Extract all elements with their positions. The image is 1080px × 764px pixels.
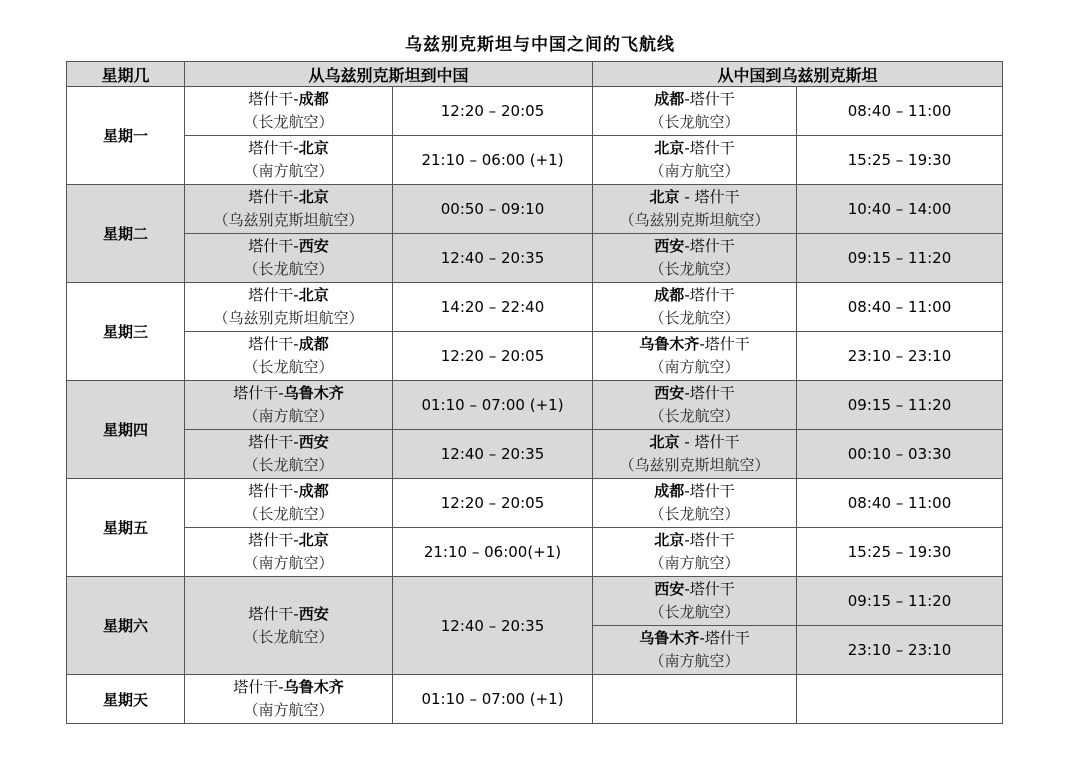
day-cell: 星期三 — [67, 283, 185, 381]
outbound-route-cell: 塔什干-北京 （南方航空） — [185, 528, 393, 577]
outbound-time-cell: 21:10 – 06:00 (+1) — [393, 136, 593, 185]
header-inbound: 从中国到乌兹别克斯坦 — [593, 62, 1003, 87]
airline-label: （南方航空） — [243, 554, 334, 572]
outbound-route-cell: 塔什干-北京 （乌兹别克斯坦航空） — [185, 283, 393, 332]
flight-schedule-table — [66, 61, 1003, 724]
inbound-route-cell: 西安-塔什干 （长龙航空） — [593, 234, 797, 283]
table-row — [67, 381, 1003, 430]
airline-label: （长龙航空） — [243, 456, 334, 474]
inbound-route-cell: 北京-塔什干 （南方航空） — [593, 136, 797, 185]
inbound-route-cell — [593, 675, 797, 724]
inbound-time-cell: 09:15 – 11:20 — [797, 234, 1003, 283]
table-row — [67, 332, 1003, 381]
airline-label: （南方航空） — [649, 162, 740, 180]
table-row — [67, 430, 1003, 479]
outbound-route-cell: 塔什干-成都 （长龙航空） — [185, 87, 393, 136]
airline-label: （乌兹别克斯坦航空） — [619, 456, 770, 474]
day-cell: 星期五 — [67, 479, 185, 577]
inbound-time-cell: 15:25 – 19:30 — [797, 528, 1003, 577]
day-cell: 星期六 — [67, 577, 185, 675]
table-row — [67, 528, 1003, 577]
day-cell: 星期天 — [67, 675, 185, 724]
day-cell: 星期一 — [67, 87, 185, 185]
page-title: 乌兹别克斯坦与中国之间的飞航线 — [405, 35, 675, 55]
outbound-route-cell: 塔什干-西安 （长龙航空） — [185, 234, 393, 283]
outbound-time-cell: 01:10 – 07:00 (+1) — [393, 675, 593, 724]
airline-label: （南方航空） — [649, 358, 740, 376]
inbound-route-cell: 北京 - 塔什干 （乌兹别克斯坦航空） — [593, 185, 797, 234]
table-row — [67, 283, 1003, 332]
outbound-route-cell: 塔什干-北京 （乌兹别克斯坦航空） — [185, 185, 393, 234]
airline-label: （长龙航空） — [243, 113, 334, 131]
day-cell: 星期四 — [67, 381, 185, 479]
inbound-time-cell: 08:40 – 11:00 — [797, 283, 1003, 332]
inbound-time-cell: 08:40 – 11:00 — [797, 87, 1003, 136]
airline-label: （长龙航空） — [649, 260, 740, 278]
header-outbound: 从乌兹别克斯坦到中国 — [185, 62, 593, 87]
inbound-route-cell: 成都-塔什干 （长龙航空） — [593, 283, 797, 332]
inbound-route-cell: 西安-塔什干 （长龙航空） — [593, 381, 797, 430]
inbound-route-cell: 北京 - 塔什干 （乌兹别克斯坦航空） — [593, 430, 797, 479]
inbound-route-cell: 乌鲁木齐-塔什干 （南方航空） — [593, 332, 797, 381]
inbound-time-cell: 08:40 – 11:00 — [797, 479, 1003, 528]
table-row — [67, 87, 1003, 136]
day-cell: 星期二 — [67, 185, 185, 283]
outbound-time-cell: 12:40 – 20:35 — [393, 430, 593, 479]
outbound-time-cell: 12:40 – 20:35 — [393, 577, 593, 675]
airline-label: （南方航空） — [243, 701, 334, 719]
outbound-time-cell: 12:40 – 20:35 — [393, 234, 593, 283]
inbound-route-cell: 乌鲁木齐-塔什干 （南方航空） — [593, 626, 797, 675]
inbound-route-cell: 北京-塔什干 （南方航空） — [593, 528, 797, 577]
outbound-time-cell: 01:10 – 07:00 (+1) — [393, 381, 593, 430]
airline-label: （乌兹别克斯坦航空） — [213, 211, 364, 229]
airline-label: （南方航空） — [649, 554, 740, 572]
airline-label: （长龙航空） — [649, 309, 740, 327]
table-row — [67, 479, 1003, 528]
airline-label: （长龙航空） — [649, 505, 740, 523]
airline-label: （南方航空） — [649, 652, 740, 670]
airline-label: （长龙航空） — [243, 260, 334, 278]
table-row — [67, 577, 1003, 626]
inbound-route-cell: 西安-塔什干 （长龙航空） — [593, 577, 797, 626]
table-row — [67, 136, 1003, 185]
airline-label: （长龙航空） — [649, 603, 740, 621]
outbound-route-cell: 塔什干-乌鲁木齐 （南方航空） — [185, 675, 393, 724]
inbound-time-cell: 09:15 – 11:20 — [797, 577, 1003, 626]
inbound-time-cell: 10:40 – 14:00 — [797, 185, 1003, 234]
outbound-route-cell: 塔什干-乌鲁木齐 （南方航空） — [185, 381, 393, 430]
airline-label: （长龙航空） — [243, 627, 334, 646]
inbound-route-cell: 成都-塔什干 （长龙航空） — [593, 87, 797, 136]
outbound-route-cell: 塔什干-成都 （长龙航空） — [185, 479, 393, 528]
outbound-time-cell: 12:20 – 20:05 — [393, 87, 593, 136]
outbound-route-cell: 塔什干-成都 （长龙航空） — [185, 332, 393, 381]
airline-label: （长龙航空） — [649, 113, 740, 131]
table-row — [67, 234, 1003, 283]
outbound-route-cell: 塔什干-北京 （南方航空） — [185, 136, 393, 185]
inbound-time-cell: 23:10 – 23:10 — [797, 332, 1003, 381]
airline-label: （乌兹别克斯坦航空） — [213, 309, 364, 327]
airline-label: （长龙航空） — [649, 407, 740, 425]
inbound-time-cell: 15:25 – 19:30 — [797, 136, 1003, 185]
outbound-time-cell: 00:50 – 09:10 — [393, 185, 593, 234]
outbound-route-cell: 塔什干-西安 （长龙航空） — [185, 577, 393, 675]
inbound-time-cell: 00:10 – 03:30 — [797, 430, 1003, 479]
airline-label: （乌兹别克斯坦航空） — [619, 211, 770, 229]
outbound-time-cell: 12:20 – 20:05 — [393, 479, 593, 528]
airline-label: （南方航空） — [243, 407, 334, 425]
table-row — [67, 675, 1003, 724]
inbound-time-cell — [797, 675, 1003, 724]
airline-label: （长龙航空） — [243, 505, 334, 523]
airline-label: （长龙航空） — [243, 358, 334, 376]
inbound-time-cell: 09:15 – 11:20 — [797, 381, 1003, 430]
outbound-time-cell: 14:20 – 22:40 — [393, 283, 593, 332]
airline-label: （南方航空） — [243, 162, 334, 180]
inbound-route-cell: 成都-塔什干 （长龙航空） — [593, 479, 797, 528]
header-day: 星期几 — [67, 62, 185, 87]
outbound-time-cell: 21:10 – 06:00(+1) — [393, 528, 593, 577]
inbound-time-cell: 23:10 – 23:10 — [797, 626, 1003, 675]
table-row — [67, 185, 1003, 234]
outbound-route-cell: 塔什干-西安 （长龙航空） — [185, 430, 393, 479]
header-row — [67, 62, 1003, 87]
outbound-time-cell: 12:20 – 20:05 — [393, 332, 593, 381]
